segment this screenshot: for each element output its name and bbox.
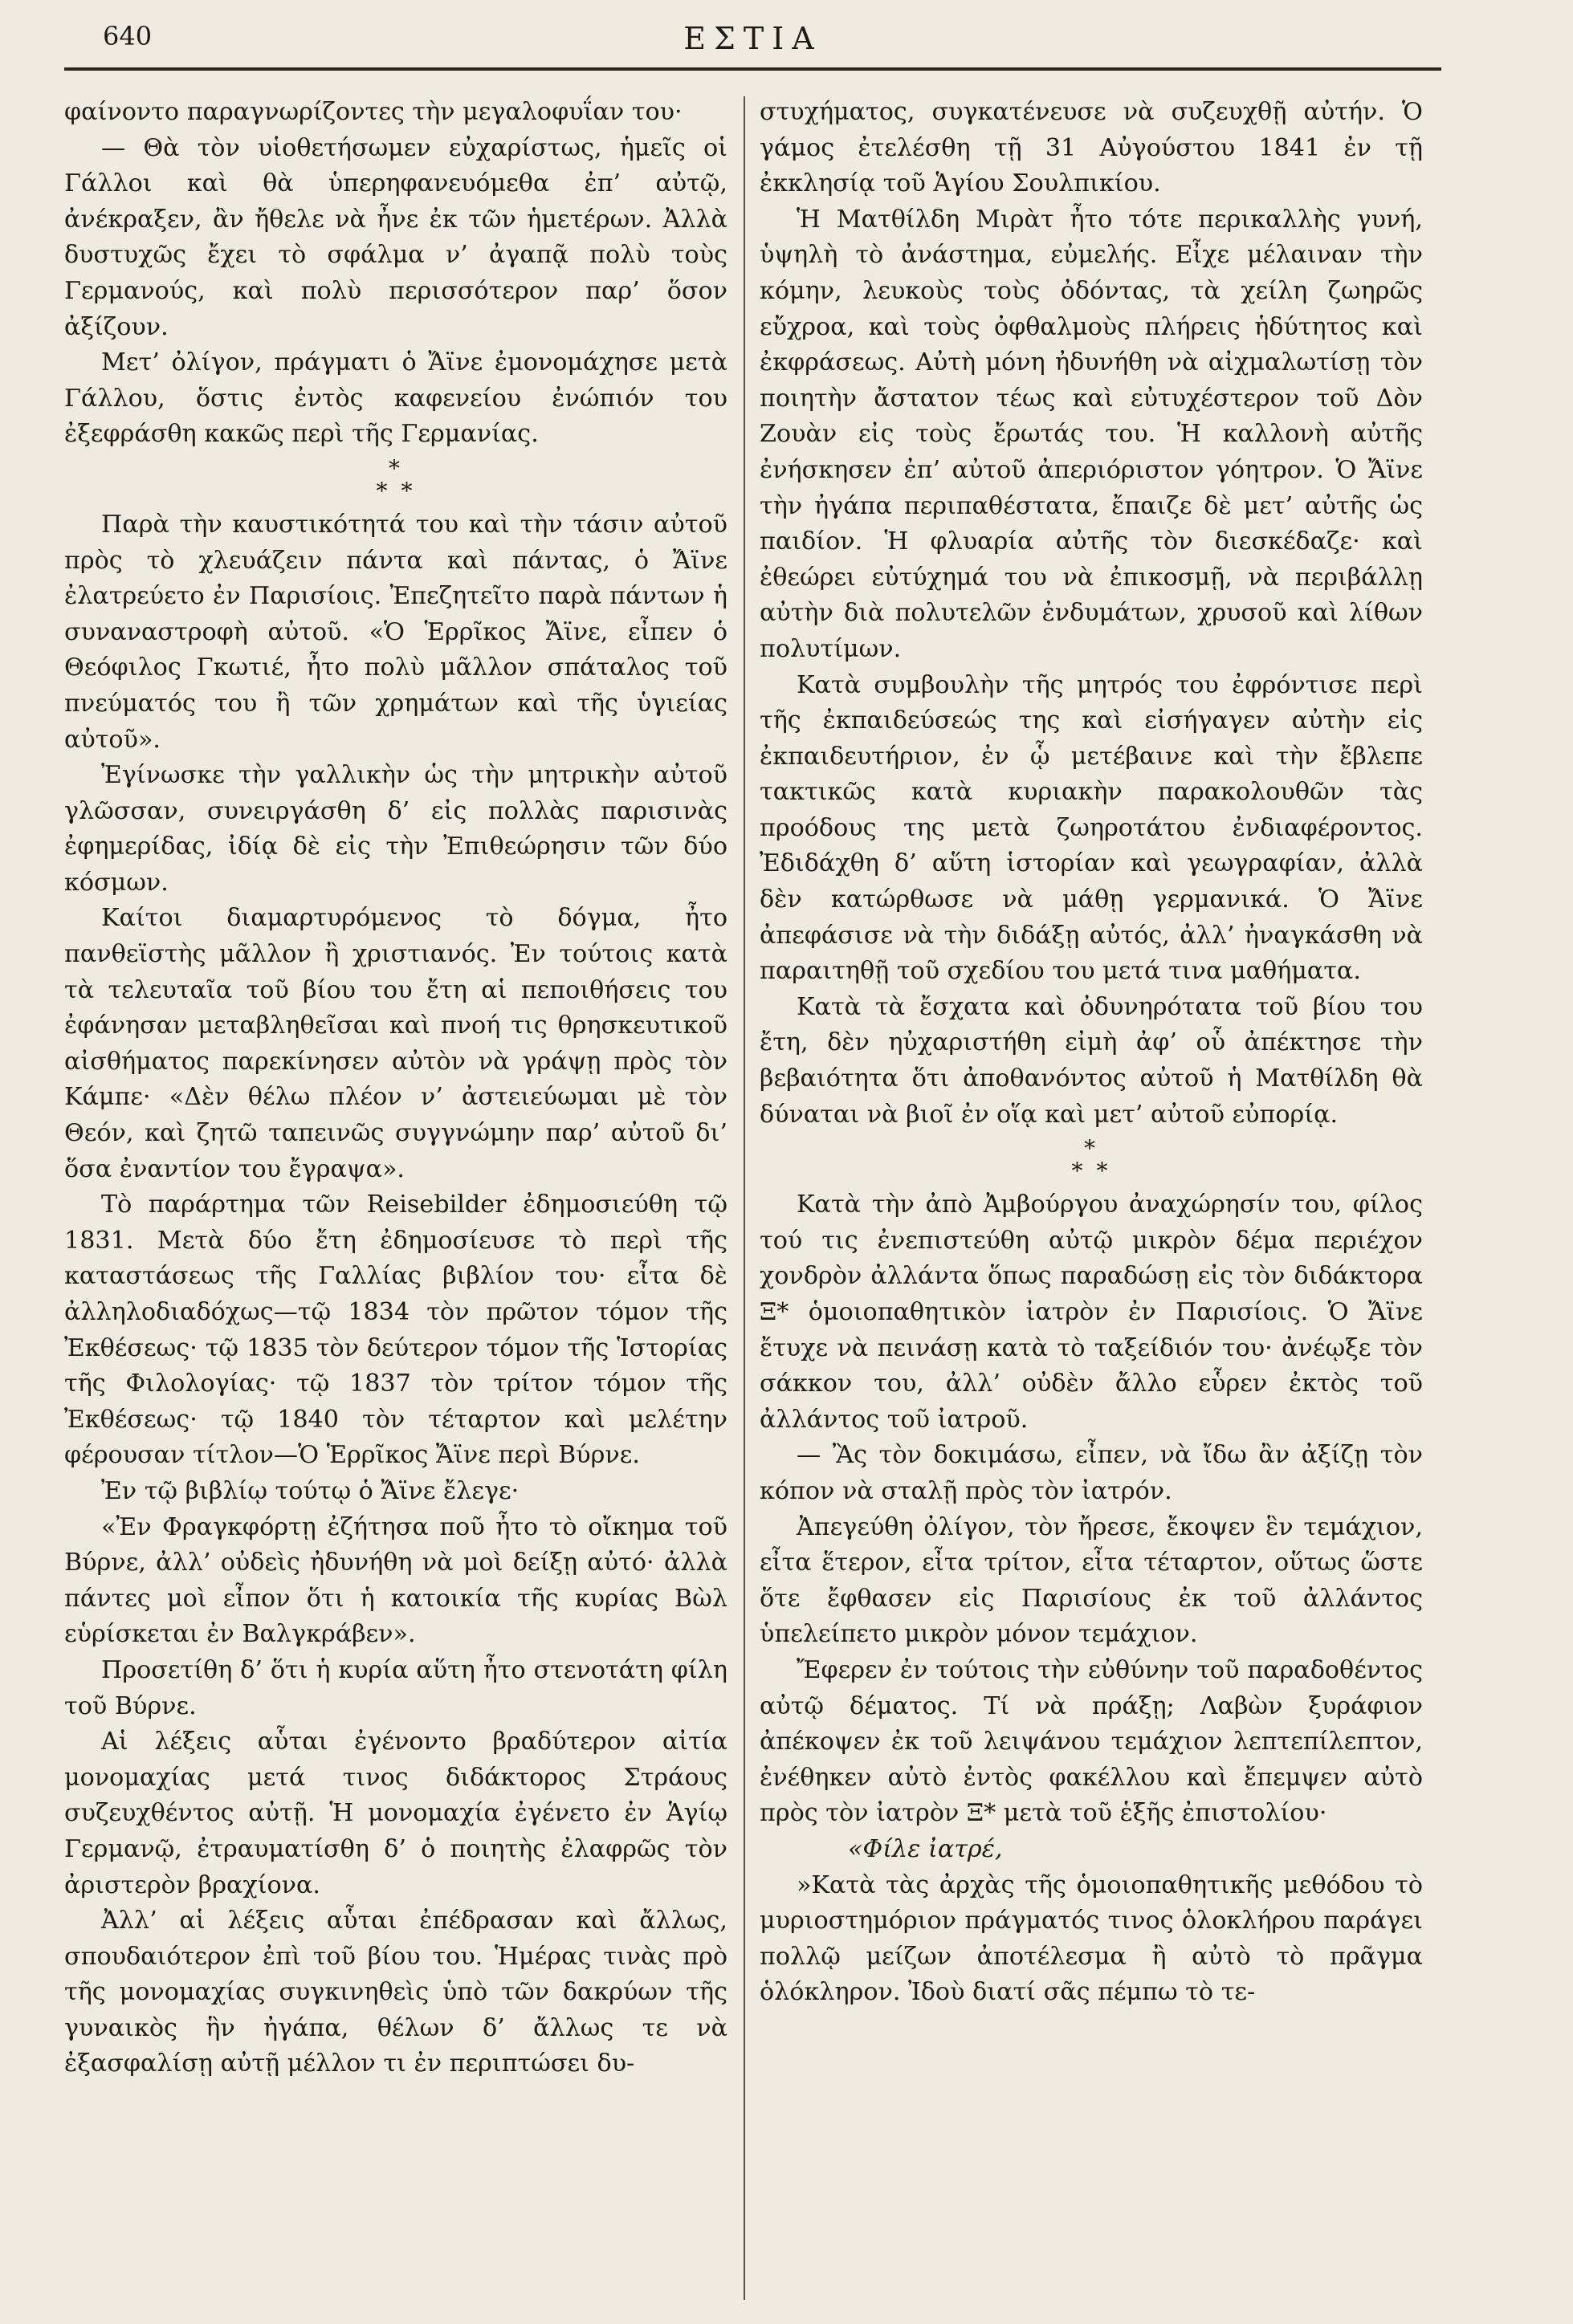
paragraph: Ἀπεγεύθη ὀλίγον, τὸν ἤρεσε, ἔκοψεν ἓν τεμάχιον, εἶτα ἕτερον, εἶτα τρίτον, εἶτα τέταρτον, οὕτως ὥστε ὅτε ἔφθασεν εἰς Παρισίους ἐκ τοῦ ἀλλάντος ὑπελείπετο μικρὸν μόνον τεμάχιον. [760, 1512, 1423, 1649]
paragraph: Ἔφερεν ἐν τούτοις τὴν εὐθύνην τοῦ παραδοθέντος αὐτῷ δέματος. Τί νὰ πράξῃ; Λαβὼν ξυράφιον ἀπέκοψεν ἐκ τοῦ λειψάνου τεμάχιον λεπτεπίλεπτον, ἐνέθηκεν αὐτὸ ἐντὸς φακέλλου καὶ ἔπεμψεν αὐτὸ πρὸς τὸν ἰατρὸν Ξ* μετὰ τοῦ ἑξῆς ἐπιστολίου· [760, 1655, 1423, 1828]
letter-salutation: «Φίλε ἰατρέ, [848, 1834, 1003, 1863]
section-separator [64, 454, 727, 504]
paragraph: Ἐγίνωσκε τὴν γαλλικὴν ὡς τὴν μητρικὴν αὐτοῦ γλῶσσαν, συνειργάσθη δ’ εἰς πολλὰς παρισινὰς ἐφημερίδας, ἰδίᾳ δὲ εἰς τὴν Ἐπιθεώρησιν τῶν δύο κόσμων. [64, 761, 727, 897]
paragraph: Ἡ Ματθίλδη Μιρὰτ ἦτο τότε περικαλλὴς γυνή, ὑψηλὴ τὸ ἀνάστημα, εὐμελής. Εἶχε μέλαιναν τὴν κόμην, λευκοὺς τοὺς ὀδόντας, τὰ χείλη ζωηρῶς εὔχροα, καὶ τοὺς ὀφθαλμοὺς πλήρεις ἡδύτητος καὶ ἐκφράσεως. Αὐτὴ μόνη ἠδυνήθη νὰ αἰχμαλωτίσῃ τὸν ποιητὴν ἄστατον τέως καὶ εὐτυχέστερον τοῦ Δὸν Ζουὰν εἰς τοὺς ἔρωτάς του. Ἡ καλλονὴ αὐτῆς ἐνήσκησεν ἐπ’ αὐτοῦ ἀπεριόριστον γόητρον. Ὁ Ἄϊνε τὴν ἠγάπα περιπαθέστατα, ἔπαιζε δὲ μετ’ αὐτῆς ὡς παιδίον. Ἡ φλυαρία αὐτῆς τὸν διεσκέδαζε· καὶ ἐθεώρει εὐτύχημά του νὰ ἐπικοσμῇ, νὰ περιβάλλῃ αὐτὴν διὰ πολυτελῶν ἐνδυμάτων, χρυσοῦ καὶ λίθων πολυτίμων. [760, 205, 1423, 663]
paragraph: Αἱ λέξεις αὗται ἐγένοντο βραδύτερον αἰτία μονομαχίας μετά τινος διδάκτορος Στράους συζευχθέντος αὐτῇ. Ἡ μονομαχία ἐγένετο ἐν Ἁγίῳ Γερμανῷ, ἐτραυματίσθη δ’ ὁ ποιητὴς ἐλαφρῶς τὸν ἀριστερὸν βραχίονα. [64, 1728, 727, 1899]
paragraph: Προσετίθη δ’ ὅτι ἡ κυρία αὕτη ἦτο στενοτάτη φίλη τοῦ Βύρνε. [64, 1655, 727, 1720]
paragraph: Ἀλλ’ αἱ λέξεις αὗται ἐπέδρασαν καὶ ἄλλως, σπουδαιότερον ἐπὶ τοῦ βίου του. Ἡμέρας τινὰς πρὸ τῆς μονομαχίας συγκινηθεὶς ὑπὸ τῶν δακρύων τῆς γυναικὸς ἣν ἠγάπα, θέλων δ’ ἄλλως τε νὰ ἐξασφαλίσῃ αὐτῇ μέλλον τι ἐν περιπτώσει δυ- [64, 1907, 727, 2078]
journal-title: ΕΣΤΙΑ [683, 21, 822, 56]
paragraph: στυχήματος, συγκατένευσε νὰ συζευχθῇ αὐτήν. Ὁ γάμος ἐτελέσθη τῇ 31 Αὐγούστου 1841 ἐν τῇ ἐκκλησίᾳ τοῦ Ἁγίου Σουλπικίου. [760, 98, 1423, 198]
page-header [64, 0, 1441, 74]
page-number: 640 [103, 21, 153, 51]
paragraph: — Ἂς τὸν δοκιμάσω, εἶπεν, νὰ ἴδω ἂν ἀξίζῃ τὸν κόπον νὰ σταλῇ πρὸς τὸν ἰατρόν. [760, 1441, 1423, 1505]
separator-asterisks: * * [376, 477, 416, 504]
left-column [64, 95, 727, 2298]
header-rule [64, 67, 1441, 71]
paragraph: Καίτοι διαμαρτυρόμενος τὸ δόγμα, ἦτο πανθεϊστὴς μᾶλλον ἢ χριστιανός. Ἐν τούτοις κατὰ τὰ τελευταῖα τοῦ βίου του ἔτη αἱ πεποιθήσεις του ἐφάνησαν μεταβληθεῖσαι καὶ πνοή τις θρησκευτικοῦ αἰσθήματος παρεκίνησεν αὐτὸν νὰ γράψῃ πρὸς τὸν Κάμπε· «Δὲν θέλω πλέον ν’ ἀστειεύωμαι μὲ τὸν Θεόν, καὶ ζητῶ ταπεινῶς συγγνώμην παρ’ αὐτοῦ δι’ ὅσα ἐναντίον του ἔγραψα». [64, 904, 727, 1183]
paragraph: Τὸ παράρτημα τῶν Reisebilder ἐδημοσιεύθη τῷ 1831. Μετὰ δύο ἔτη ἐδημοσίευσε τὸ περὶ τῆς καταστάσεως τῆς Γαλλίας βιβλίον του· εἶτα δὲ ἀλληλοδιαδόχως—τῷ 1834 τὸν πρῶτον τόμον τῆς Ἐκθέσεως· τῷ 1835 τὸν δεύτερον τόμον τῆς Ἱστορίας τῆς Φιλολογίας· τῷ 1837 τὸν τρίτον τόμον τῆς Ἐκθέσεως· τῷ 1840 τὸν τέταρτον καὶ μελέτην φέρουσαν τίτλον—Ὁ Ἑρρῖκος Ἄϊνε περὶ Βύρνε. [64, 1190, 727, 1470]
paragraph: Κατὰ συμβουλὴν τῆς μητρός του ἐφρόντισε περὶ τῆς ἐκπαιδεύσεώς της καὶ εἰσήγαγεν αὐτὴν εἰς ἐκπαιδευτήριον, ἐν ᾧ μετέβαινε καὶ τὴν ἔβλεπε τακτικῶς κατὰ κυριακὴν παρακολουθῶν τὰς προόδους της μετὰ ζωηροτάτου ἐνδιαφέροντος. Ἐδιδάχθη δ’ αὕτη ἱστορίαν καὶ γεωγραφίαν, ἀλλὰ δὲν κατώρθωσε νὰ μάθῃ γερμανικά. Ὁ Ἄϊνε ἀπεφάσισε νὰ τὴν διδάξῃ αὐτός, ἀλλ’ ἠναγκάσθη νὰ παραιτηθῇ τοῦ σχεδίου του μετά τινα μαθήματα. [760, 670, 1423, 986]
paragraph: «Ἐν Φραγκφόρτῃ ἐζήτησα ποῦ ἦτο τὸ οἴκημα τοῦ Βύρνε, ἀλλ’ οὐδεὶς ἠδυνήθη νὰ μοὶ δείξῃ αὐτό· ἀλλὰ πάντες μοὶ εἶπον ὅτι ἡ κατοικία τῆς κυρίας Βὼλ εὑρίσκεται ἐν Βαλγκράβεν». [64, 1512, 727, 1649]
column-divider [744, 96, 745, 2300]
paragraph: Παρὰ τὴν καυστικότητά του καὶ τὴν τάσιν αὐτοῦ πρὸς τὸ χλευάζειν πάντα καὶ πάντας, ὁ Ἄϊνε ἐλατρεύετο ἐν Παρισίοις. Ἐπεζητεῖτο παρὰ πάντων ἡ συναναστροφὴ αὐτοῦ. «Ὁ Ἑρρῖκος Ἄϊνε, εἶπεν ὁ Θεόφιλος Γκωτιέ, ἦτο πολὺ μᾶλλον σπάταλος τοῦ πνεύματός του ἢ τῶν χρημάτων καὶ τῆς ὑγιείας αὐτοῦ». [64, 510, 727, 754]
paragraph: Κατὰ τὴν ἀπὸ Ἀμβούργου ἀναχώρησίν του, φίλος τού τις ἐνεπιστεύθη αὐτῷ μικρὸν δέμα περιέχον χονδρὸν ἀλλάντα ὅπως παραδώσῃ εἰς τὸν διδάκτορα Ξ* ὁμοιοπαθητικὸν ἰατρὸν ἐν Παρισίοις. Ὁ Ἄϊνε ἔτυχε νὰ πεινάσῃ κατὰ τὸ ταξείδιόν του· ἀνέῳξε τὸν σάκκον του, ἀλλ’ οὐδὲν ἄλλο εὗρεν ἐκτὸς τοῦ ἀλλάντος τοῦ ἰατροῦ. [760, 1190, 1423, 1434]
paragraph: Μετ’ ὀλίγον, πράγματι ὁ Ἄϊνε ἐμονομάχησε μετὰ Γάλλου, ὅστις ἐντὸς καφενείου ἐνώπιόν του ἐξεφράσθη κακῶς περὶ τῆς Γερμανίας. [64, 348, 727, 449]
section-separator [760, 1135, 1423, 1185]
paragraph: — Θὰ τὸν υἱοθετήσωμεν εὐχαρίστως, ἡμεῖς οἱ Γάλλοι καὶ θὰ ὑπερηφανευόμεθα ἐπ’ αὐτῷ, ἀνέκραξεν, ἂν ἤθελε νὰ ἦνε ἐκ τῶν ἡμετέρων. Ἀλλὰ δυστυχῶς ἔχει τὸ σφάλμα ν’ ἀγαπᾷ πολὺ τοὺς Γερμανούς, καὶ πολὺ περισσότερον παρ’ ὅσον ἀξίζουν. [64, 133, 727, 341]
separator-asterisk: * [1084, 1135, 1098, 1162]
paragraph: Κατὰ τὰ ἔσχατα καὶ ὀδυνηρότατα τοῦ βίου του ἔτη, δὲν ηὐχαριστήθη εἰμὴ ἀφ’ οὗ ἀπέκτησε τὴν βεβαιότητα ὅτι ἀποθανόντος αὐτοῦ ἡ Ματθίλδη θὰ δύναται νὰ βιοῖ ἐν οἵᾳ καὶ μετ’ αὐτοῦ εὐπορίᾳ. [760, 992, 1423, 1129]
paragraph: Ἐν τῷ βιβλίῳ τούτῳ ὁ Ἄϊνε ἔλεγε· [101, 1476, 520, 1505]
paragraph: φαίνοντο παραγνωρίζοντες τὴν μεγαλοφυΐαν του· [64, 98, 683, 126]
paragraph: »Κατὰ τὰς ἀρχὰς τῆς ὁμοιοπαθητικῆς μεθόδου τὸ μυριοστημόριον πράγματός τινος ὁλοκλήρου παράγει πολλῷ μείζων ἀποτέλεσμα ἢ αὐτὸ τὸ πρᾶγμα ὁλόκληρον. Ἰδοὺ διατί σᾶς πέμπω τὸ τε- [760, 1870, 1423, 2007]
separator-asterisks: * * [1071, 1158, 1111, 1185]
separator-asterisk: * [389, 454, 403, 482]
right-column [760, 95, 1423, 2298]
